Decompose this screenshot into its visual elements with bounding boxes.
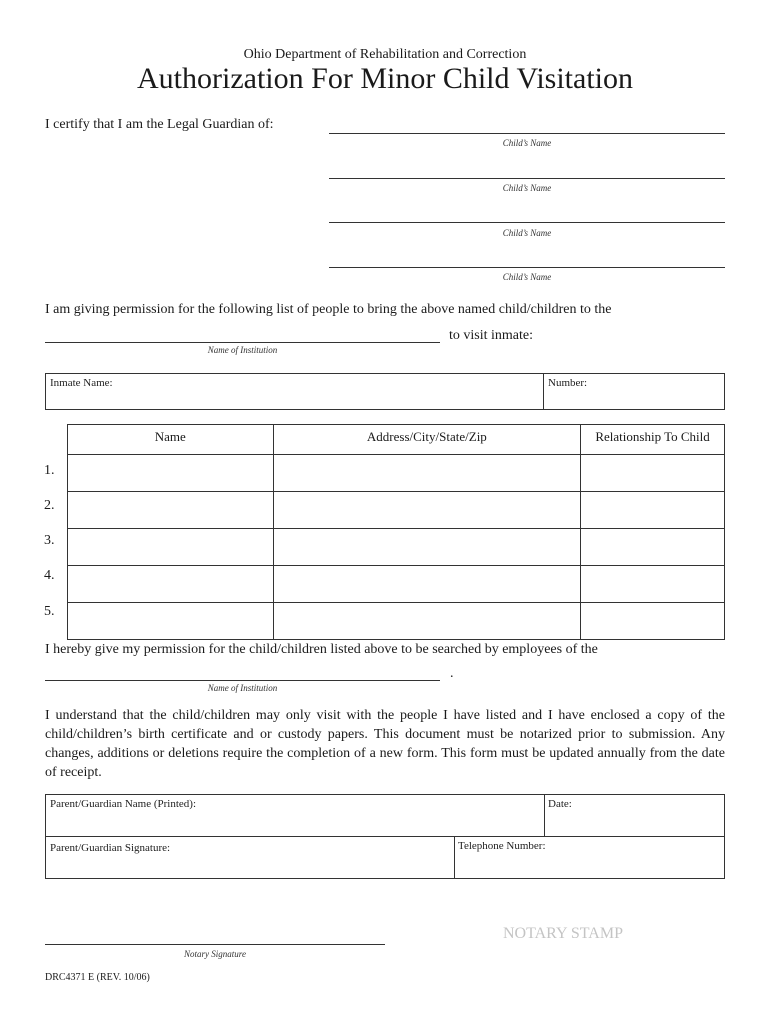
search-permission-text: I hereby give my permission for the child/children listed above to be searched by employees of the — [45, 642, 598, 657]
visitor-relationship-cell[interactable] — [581, 455, 725, 492]
table-row — [68, 529, 725, 566]
department-name: Ohio Department of Rehabilitation and Correction — [243, 47, 527, 62]
inmate-name-field[interactable] — [46, 374, 543, 409]
inmate-name-label: Inmate Name: — [50, 377, 113, 389]
row-number: 1. — [44, 463, 55, 478]
notary-signature-caption: Notary Signature — [184, 949, 246, 959]
permission-text: I am giving permission for the following list of people to bring the above named child/children to the — [45, 302, 612, 317]
visitor-address-cell[interactable] — [273, 492, 581, 529]
search-period: . — [450, 666, 454, 681]
child-name-line-4[interactable] — [329, 267, 725, 268]
table-header-row — [68, 425, 725, 455]
institution-line[interactable] — [45, 342, 440, 343]
to-visit-text: to visit inmate: — [449, 328, 533, 343]
visitor-address-cell[interactable] — [273, 529, 581, 566]
search-institution-caption: Name of Institution — [207, 683, 278, 693]
visitor-name-cell[interactable] — [68, 566, 274, 603]
visitor-address-cell[interactable] — [273, 566, 581, 603]
visitor-name-cell[interactable] — [68, 492, 274, 529]
row-number: 2. — [44, 498, 55, 513]
visitor-relationship-cell[interactable] — [581, 566, 725, 603]
visitor-relationship-cell[interactable] — [581, 492, 725, 529]
child-name-caption-1: Child’s Name — [502, 138, 552, 148]
signature-label: Parent/Guardian Signature: — [50, 842, 171, 854]
header-name: Name — [68, 425, 274, 455]
visitors-table — [67, 424, 725, 640]
visitor-address-cell[interactable] — [273, 603, 581, 640]
form-number: DRC4371 E (REV. 10/06) — [45, 972, 150, 983]
inmate-number-label: Number: — [548, 377, 588, 389]
printed-name-label: Parent/Guardian Name (Printed): — [50, 798, 197, 810]
search-institution-line[interactable] — [45, 680, 440, 681]
date-label: Date: — [548, 798, 572, 810]
child-name-caption-2: Child’s Name — [502, 183, 552, 193]
row-number: 3. — [44, 533, 55, 548]
telephone-label: Telephone Number: — [458, 840, 546, 852]
header-address: Address/City/State/Zip — [273, 425, 581, 455]
visitor-name-cell[interactable] — [68, 603, 274, 640]
header-relationship: Relationship To Child — [581, 425, 725, 455]
table-row — [68, 603, 725, 640]
certify-text: I certify that I am the Legal Guardian of: — [45, 117, 274, 132]
notary-signature-line[interactable] — [45, 944, 385, 945]
row-number: 5. — [44, 604, 55, 619]
child-name-line-2[interactable] — [329, 178, 725, 179]
child-name-line-1[interactable] — [329, 133, 725, 134]
understanding-paragraph: I understand that the child/children may only visit with the people I have listed and I have enclosed a copy of the child/children’s birth certificate and or custody papers. This document must be notarized prior to submission. Any changes, additions or deletions require the completion of a new form. This form must be updated annually from the date of receipt. — [45, 708, 725, 780]
table-row — [68, 492, 725, 529]
visitor-name-cell[interactable] — [68, 529, 274, 566]
table-row — [68, 455, 725, 492]
institution-caption: Name of Institution — [207, 345, 278, 355]
visitor-relationship-cell[interactable] — [581, 529, 725, 566]
form-title: Authorization For Minor Child Visitation — [137, 62, 633, 95]
row-number: 4. — [44, 568, 55, 583]
child-name-line-3[interactable] — [329, 222, 725, 223]
visitor-relationship-cell[interactable] — [581, 603, 725, 640]
child-name-caption-4: Child’s Name — [502, 272, 552, 282]
notary-stamp-label: NOTARY STAMP — [503, 925, 623, 942]
child-name-caption-3: Child’s Name — [502, 228, 552, 238]
table-row — [68, 566, 725, 603]
visitor-address-cell[interactable] — [273, 455, 581, 492]
inmate-info-box — [45, 373, 725, 410]
visitor-name-cell[interactable] — [68, 455, 274, 492]
